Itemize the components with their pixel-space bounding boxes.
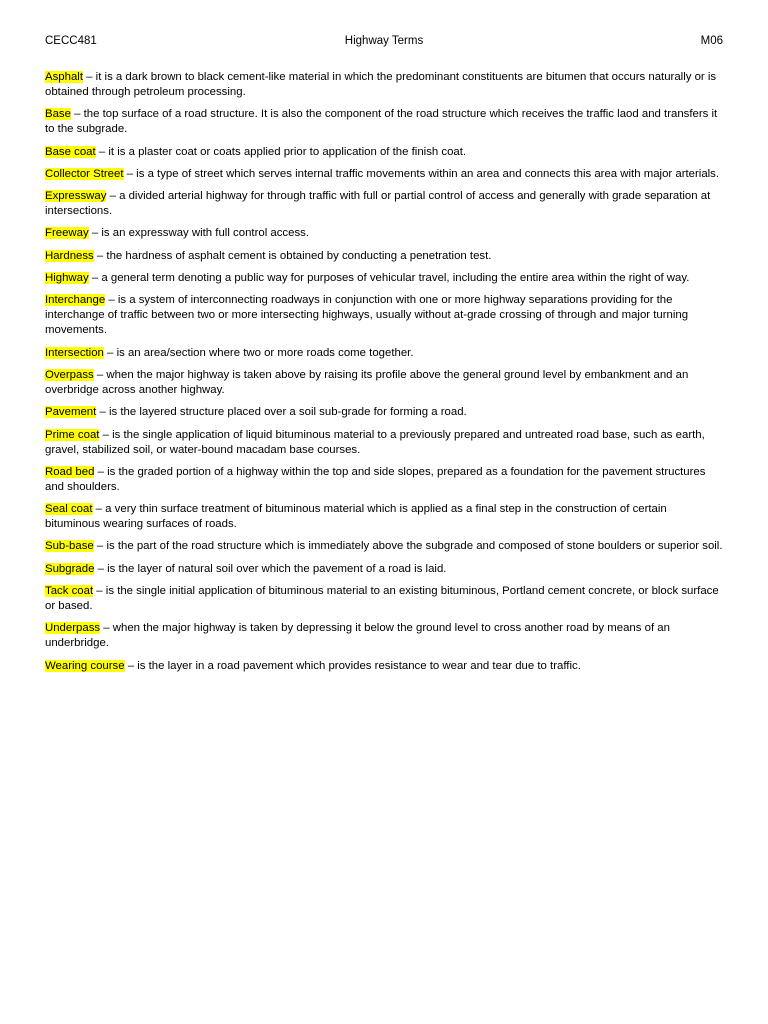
glossary-definition: is a system of interconnecting roadways in conjunction with one or more highway separations providing for the interchange of traffic between two or more intersecting highways, usually without at-grade crossing of through and major turning movements. [45, 294, 689, 337]
glossary-definition: when the major highway is taken by depressing it below the ground level to cross another road by means of an underbridge. [45, 622, 670, 650]
term-separator: – [100, 622, 113, 635]
glossary-term: Asphalt [45, 71, 83, 83]
course-code: CECC481 [45, 35, 97, 47]
glossary-entry [45, 293, 723, 338]
glossary-entry [45, 271, 723, 286]
glossary-definition: a general term denoting a public way for purposes of vehicular travel, including the entire area within the right of way. [101, 272, 690, 285]
glossary-entry [45, 428, 723, 458]
term-separator: – [105, 294, 118, 307]
term-separator: – [103, 346, 117, 359]
glossary-entry [45, 107, 723, 137]
glossary-entry [45, 145, 723, 160]
glossary-definition: the top surface of a road structure. It is also the component of the road structure which receives the traffic laod and transfers it to the subgrade. [45, 108, 718, 136]
glossary-definition: is the layer of natural soil over which the pavement of a road is laid. [107, 562, 447, 575]
term-separator: – [93, 368, 107, 381]
glossary-definition: is an area/section where two or more roads come together. [116, 346, 414, 359]
glossary-definition: a very thin surface treatment of bituminous material which is applied as a final step in the construction of certain bituminous wearing surfaces of roads. [45, 503, 667, 531]
glossary-definition: when the major highway is taken above by raising its profile above the general ground level by embankment and an overbridge across another highway. [45, 368, 689, 396]
glossary-entry [45, 346, 723, 361]
glossary-entry [45, 465, 723, 495]
glossary-definition: is the graded portion of a highway within the top and side slopes, prepared as a foundation for the pavement structures and shoulders. [45, 465, 706, 493]
glossary-term: Seal coat [45, 503, 93, 516]
glossary-entry [45, 249, 723, 264]
glossary-definition: is a type of street which serves internal traffic movements within an area and connects this area with major arterials. [136, 167, 720, 180]
term-separator: – [106, 190, 120, 203]
term-separator: – [88, 227, 102, 240]
term-separator: – [95, 145, 109, 158]
module-code: M06 [700, 35, 723, 47]
glossary-term: Freeway [45, 227, 89, 240]
glossary-entry [45, 659, 723, 674]
glossary-definition: is the single application of liquid bituminous material to a previously prepared and untreated road base, such as earth, gravel, stabilized soil, or water-bound macadam base courses. [45, 428, 705, 456]
document-title: Highway Terms [344, 35, 424, 47]
term-separator: – [92, 503, 106, 516]
glossary-entry [45, 562, 723, 577]
glossary-entry [45, 167, 723, 182]
glossary-term: Interchange [45, 294, 106, 307]
glossary-entry [45, 368, 723, 398]
glossary-term: Tack coat [45, 585, 94, 598]
glossary-definition: is an expressway with full control access. [101, 227, 310, 240]
glossary-term: Collector Street [45, 167, 124, 180]
glossary-entry [45, 502, 723, 532]
glossary-term: Subgrade [45, 562, 95, 575]
term-separator: – [94, 562, 108, 575]
glossary-entry [45, 584, 723, 614]
glossary-definition: the hardness of asphalt cement is obtained by conducting a penetration test. [106, 249, 492, 262]
glossary-definition: is the single initial application of bituminous material to an existing bituminous, Portland cement concrete, or block surface or based. [45, 585, 719, 613]
term-separator: – [93, 585, 106, 598]
glossary-entry [45, 539, 723, 554]
glossary-entry [45, 621, 723, 651]
glossary-definition: is the part of the road structure which is immediately above the subgrade and composed of stone boulders or superior soil. [106, 540, 723, 553]
term-separator: – [70, 108, 84, 121]
glossary-term: Expressway [45, 190, 107, 203]
glossary-term: Prime coat [45, 428, 100, 441]
glossary-term: Pavement [45, 406, 97, 419]
glossary-term: Highway [45, 272, 89, 285]
glossary-term: Base [45, 108, 71, 121]
glossary-term: Base coat [45, 145, 96, 158]
glossary-definition: a divided arterial highway for through traffic with full or partial control of access and generally with grade separation at intersections. [45, 190, 711, 218]
glossary-list [45, 70, 723, 681]
glossary-entry [45, 189, 723, 219]
glossary-entry [45, 70, 723, 100]
glossary-definition: it is a dark brown to black cement-like material in which the predominant constituents are bitumen that occurs naturally or is obtained through petroleum processing. [45, 71, 717, 98]
glossary-term: Intersection [45, 346, 104, 359]
glossary-entry [45, 226, 723, 241]
term-separator: – [94, 465, 108, 478]
glossary-term: Sub-base [45, 540, 94, 553]
term-separator: – [123, 167, 137, 180]
glossary-definition: it is a plaster coat or coats applied prior to application of the finish coat. [108, 145, 467, 158]
term-separator: – [96, 406, 109, 419]
glossary-definition: is the layer in a road pavement which provides resistance to wear and tear due to traffic. [137, 659, 581, 672]
glossary-term: Hardness [45, 249, 94, 262]
page-header [45, 35, 723, 51]
term-separator: – [124, 659, 138, 672]
glossary-entry [45, 405, 723, 420]
glossary-term: Underpass [45, 622, 101, 635]
glossary-term: Overpass [45, 368, 94, 381]
term-separator: – [83, 71, 96, 83]
glossary-term: Road bed [45, 465, 95, 478]
term-separator: – [93, 249, 107, 262]
term-separator: – [93, 540, 107, 553]
glossary-term: Wearing course [45, 659, 125, 672]
term-separator: – [88, 272, 102, 285]
glossary-definition: is the layered structure placed over a soil sub-grade for forming a road. [108, 406, 467, 419]
term-separator: – [99, 428, 113, 441]
